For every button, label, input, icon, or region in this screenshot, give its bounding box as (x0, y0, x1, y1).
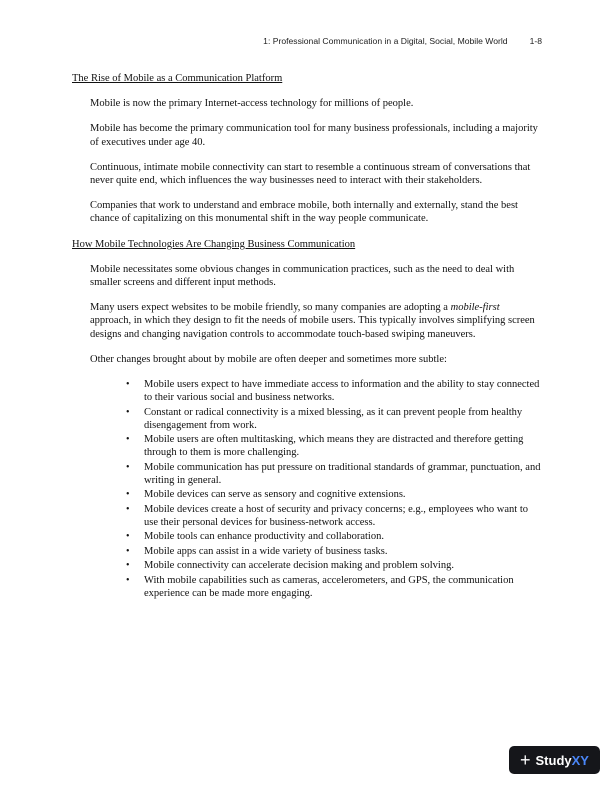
page-header (263, 36, 542, 46)
document-body (72, 72, 542, 601)
chapter-title: 1: Professional Communication in a Digital, Social, Mobile World (263, 36, 508, 46)
bullet-icon: • (126, 531, 130, 543)
list-item-text: Mobile users expect to have immediate access to information and the ability to stay connected to their various social and business networks. (144, 379, 540, 404)
list-item-text: With mobile capabilities such as cameras, accelerometers, and GPS, the communication experience can be made more engaging. (144, 574, 514, 599)
bullet-icon: • (126, 545, 130, 557)
list-item-text: Mobile communication has put pressure on traditional standards of grammar, punctuation, and writing in general. (144, 461, 541, 487)
bullet-icon: • (126, 489, 130, 501)
list-item-text: Mobile devices create a host of security and privacy concerns; e.g., employees who want to use their personal devices for business-network access. (144, 503, 528, 529)
list-item (126, 530, 542, 543)
bullet-icon: • (126, 379, 130, 391)
list-item (126, 406, 542, 432)
list-item (126, 461, 542, 487)
list-item-text: Mobile apps can assist in a wide variety of business tasks. (144, 545, 388, 557)
paragraph: Mobile is now the primary Internet-access technology for millions of people. (90, 98, 414, 110)
paragraph: Other changes brought about by mobile are often deeper and sometimes more subtle: (90, 353, 447, 365)
logo-wordmark: StudyXY (535, 752, 589, 768)
bullet-icon: • (126, 406, 130, 418)
bullet-icon: • (126, 461, 130, 473)
paragraph: Mobile necessitates some obvious changes in communication practices, such as the need to deal with smaller screens and different input methods. (90, 263, 515, 289)
paragraph-text: approach, in which they design to fit the needs of mobile users. This typically involves simplifying screen designs and changing navigation controls to accommodate touch-based swiping maneuvers. (90, 315, 535, 340)
list-item (126, 559, 542, 572)
list-item-text: Constant or radical connectivity is a mixed blessing, as it can prevent people from healthy disengagement from work. (144, 406, 523, 431)
bullet-icon: • (126, 503, 130, 515)
bullet-icon: • (126, 434, 130, 446)
list-item (126, 503, 542, 529)
section-title-rise-of-mobile: The Rise of Mobile as a Communication Platform (72, 73, 283, 84)
list-item (126, 574, 542, 600)
list-item (126, 378, 542, 404)
section-title-mobile-technologies: How Mobile Technologies Are Changing Business Communication (72, 238, 356, 250)
list-item (126, 433, 542, 459)
page-number: 1-8 (529, 36, 542, 46)
bullet-list (72, 378, 542, 600)
paragraph-mobile-first (90, 301, 542, 341)
paragraph: Companies that work to understand and embrace mobile, both internally and externally, stand the best chance of capitalizing on this monumental shift in the way people communicate. (90, 200, 518, 225)
list-item (126, 545, 542, 558)
bullet-icon: • (126, 560, 130, 572)
paragraph-text: Many users expect websites to be mobile friendly, so many companies are adopting a (90, 302, 451, 314)
paragraph: Mobile has become the primary communication tool for many business professionals, including a majority of executives under age 40. (90, 123, 538, 148)
plus-icon: + (520, 750, 531, 770)
list-item-text: Mobile devices can serve as sensory and cognitive extensions. (144, 489, 406, 501)
emphasis-mobile-first: mobile-first (450, 302, 500, 314)
studyxy-logo[interactable] (509, 746, 600, 774)
bullet-icon: • (126, 574, 130, 586)
list-item (126, 488, 542, 501)
paragraph: Continuous, intimate mobile connectivity can start to resemble a continuous stream of conversations that never quite end, which influences the way businesses need to interact with their stakeholders. (90, 161, 531, 187)
list-item-text: Mobile connectivity can accelerate decision making and problem solving. (144, 560, 454, 572)
list-item-text: Mobile users are often multitasking, which means they are distracted and therefore getting through to them is more challenging. (144, 434, 524, 459)
list-item-text: Mobile tools can enhance productivity and collaboration. (144, 531, 384, 543)
